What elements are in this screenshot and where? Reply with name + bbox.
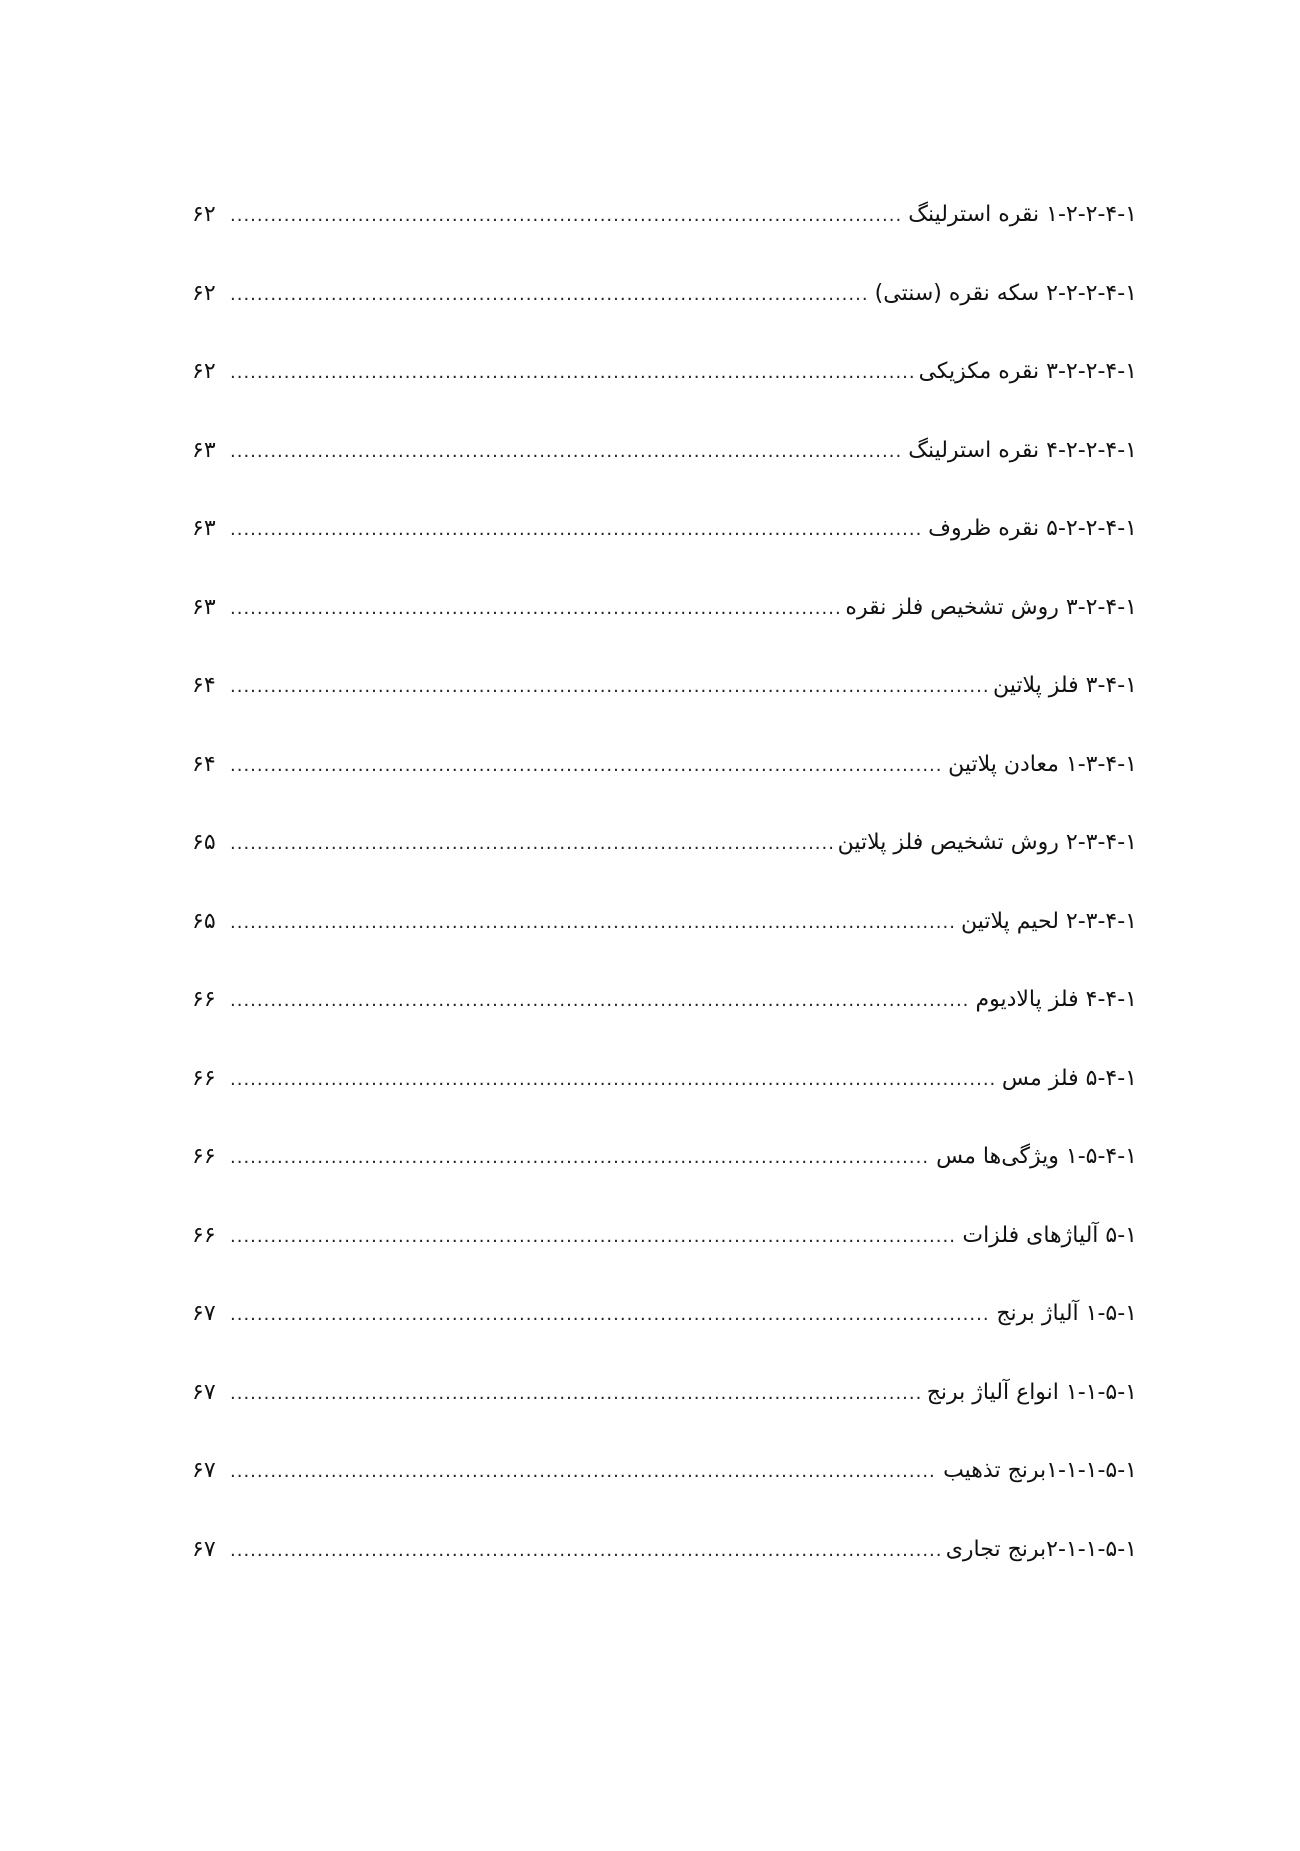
toc-entry-page: ۶۷: [192, 1379, 216, 1405]
toc-entry-title: ۳-۲-۲-۴-۱ نقره مکزیکی: [918, 359, 1137, 384]
toc-dot-leader: [230, 672, 987, 702]
toc-entry[interactable]: [192, 907, 1137, 986]
toc-entry-title: ۲-۲-۲-۴-۱ سکه نقره (سنتی): [874, 280, 1137, 306]
toc-entry-page: ۶۴: [192, 673, 216, 698]
toc-dot-leader: [230, 1536, 940, 1566]
toc-entry-title: ۱-۱-۱-۵-۱برنج تذهیب: [943, 1458, 1137, 1483]
toc-entry-page: ۶۲: [192, 202, 216, 227]
toc-dot-leader: [230, 908, 955, 938]
toc-entry[interactable]: [192, 828, 1137, 907]
toc-entry-page: ۶۷: [192, 1301, 216, 1326]
toc-entry-title: ۱-۲-۲-۴-۱ نقره استرلینگ: [908, 202, 1137, 227]
toc-dot-leader: [230, 1143, 930, 1173]
toc-entry[interactable]: [192, 436, 1137, 515]
toc-dot-leader: [230, 280, 869, 310]
toc-entry-title: ۲-۳-۴-۱ لحیم پلاتین: [960, 908, 1137, 934]
toc-dot-leader: [230, 437, 902, 467]
toc-entry[interactable]: [192, 593, 1137, 672]
toc-entry-title: ۳-۴-۱ فلز پلاتین: [992, 673, 1137, 698]
toc-dot-leader: [230, 751, 942, 781]
toc-entry-title: ۲-۱-۱-۵-۱برنج تجاری: [945, 1536, 1137, 1562]
toc-entry-title: ۵-۴-۱ فلز مس: [1001, 1065, 1137, 1091]
toc-entry-title: ۳-۲-۴-۱ روش تشخیص فلز نقره: [845, 594, 1137, 620]
toc-dot-leader: [230, 1379, 921, 1409]
toc-entry-page: ۶۲: [192, 359, 216, 384]
toc-entry-page: ۶۵: [192, 908, 216, 934]
toc-dot-leader: [230, 1222, 956, 1252]
toc-dot-leader: [230, 1065, 996, 1095]
toc-dot-leader: [230, 201, 902, 231]
toc-entry-page: ۶۷: [192, 1458, 216, 1483]
table-of-contents: [192, 200, 1137, 1613]
toc-entry[interactable]: [192, 750, 1137, 829]
toc-entry[interactable]: [192, 279, 1137, 358]
toc-dot-leader: [230, 1300, 990, 1330]
toc-entry-title: ۱-۳-۴-۱ معادن پلاتین: [948, 751, 1137, 777]
toc-dot-leader: [230, 986, 969, 1016]
toc-entry[interactable]: [192, 200, 1137, 279]
toc-dot-leader: [230, 358, 913, 388]
toc-dot-leader: [230, 829, 832, 859]
toc-entry-page: ۶۳: [192, 437, 216, 463]
toc-entry-page: ۶۷: [192, 1536, 216, 1562]
toc-entry[interactable]: [192, 1535, 1137, 1614]
toc-entry[interactable]: [192, 1064, 1137, 1143]
toc-entry-page: ۶۳: [192, 516, 216, 541]
toc-entry[interactable]: [192, 985, 1137, 1064]
toc-entry-title: ۲-۳-۴-۱ روش تشخیص فلز پلاتین: [837, 830, 1137, 855]
toc-entry[interactable]: [192, 1456, 1137, 1535]
toc-entry[interactable]: [192, 1299, 1137, 1378]
toc-entry-page: ۶۵: [192, 830, 216, 855]
toc-entry-page: ۶۴: [192, 751, 216, 777]
toc-dot-leader: [230, 515, 922, 545]
toc-entry-page: ۶۳: [192, 594, 216, 620]
toc-entry-page: ۶۶: [192, 1144, 216, 1169]
toc-entry[interactable]: [192, 671, 1137, 750]
toc-entry-title: ۱-۵-۴-۱ ویژگی‌ها مس: [936, 1144, 1137, 1169]
toc-entry-page: ۶۲: [192, 280, 216, 306]
toc-entry[interactable]: [192, 1142, 1137, 1221]
toc-entry-title: ۵-۱ آلیاژهای فلزات: [962, 1222, 1137, 1248]
toc-entry-title: ۱-۱-۵-۱ انواع آلیاژ برنج: [926, 1379, 1137, 1405]
toc-entry-page: ۶۶: [192, 1222, 216, 1248]
toc-entry-title: ۱-۵-۱ آلیاژ برنج: [996, 1301, 1137, 1326]
toc-entry[interactable]: [192, 514, 1137, 593]
toc-entry-title: ۴-۲-۲-۴-۱ نقره استرلینگ: [908, 437, 1137, 463]
toc-entry-title: ۵-۲-۲-۴-۱ نقره ظروف: [928, 516, 1137, 541]
toc-entry-page: ۶۶: [192, 987, 216, 1012]
toc-dot-leader: [230, 1457, 937, 1487]
toc-entry[interactable]: [192, 357, 1137, 436]
toc-entry-title: ۴-۴-۱ فلز پالادیوم: [975, 987, 1137, 1012]
toc-entry[interactable]: [192, 1378, 1137, 1457]
toc-entry[interactable]: [192, 1221, 1137, 1300]
toc-entry-page: ۶۶: [192, 1065, 216, 1091]
toc-dot-leader: [230, 594, 839, 624]
